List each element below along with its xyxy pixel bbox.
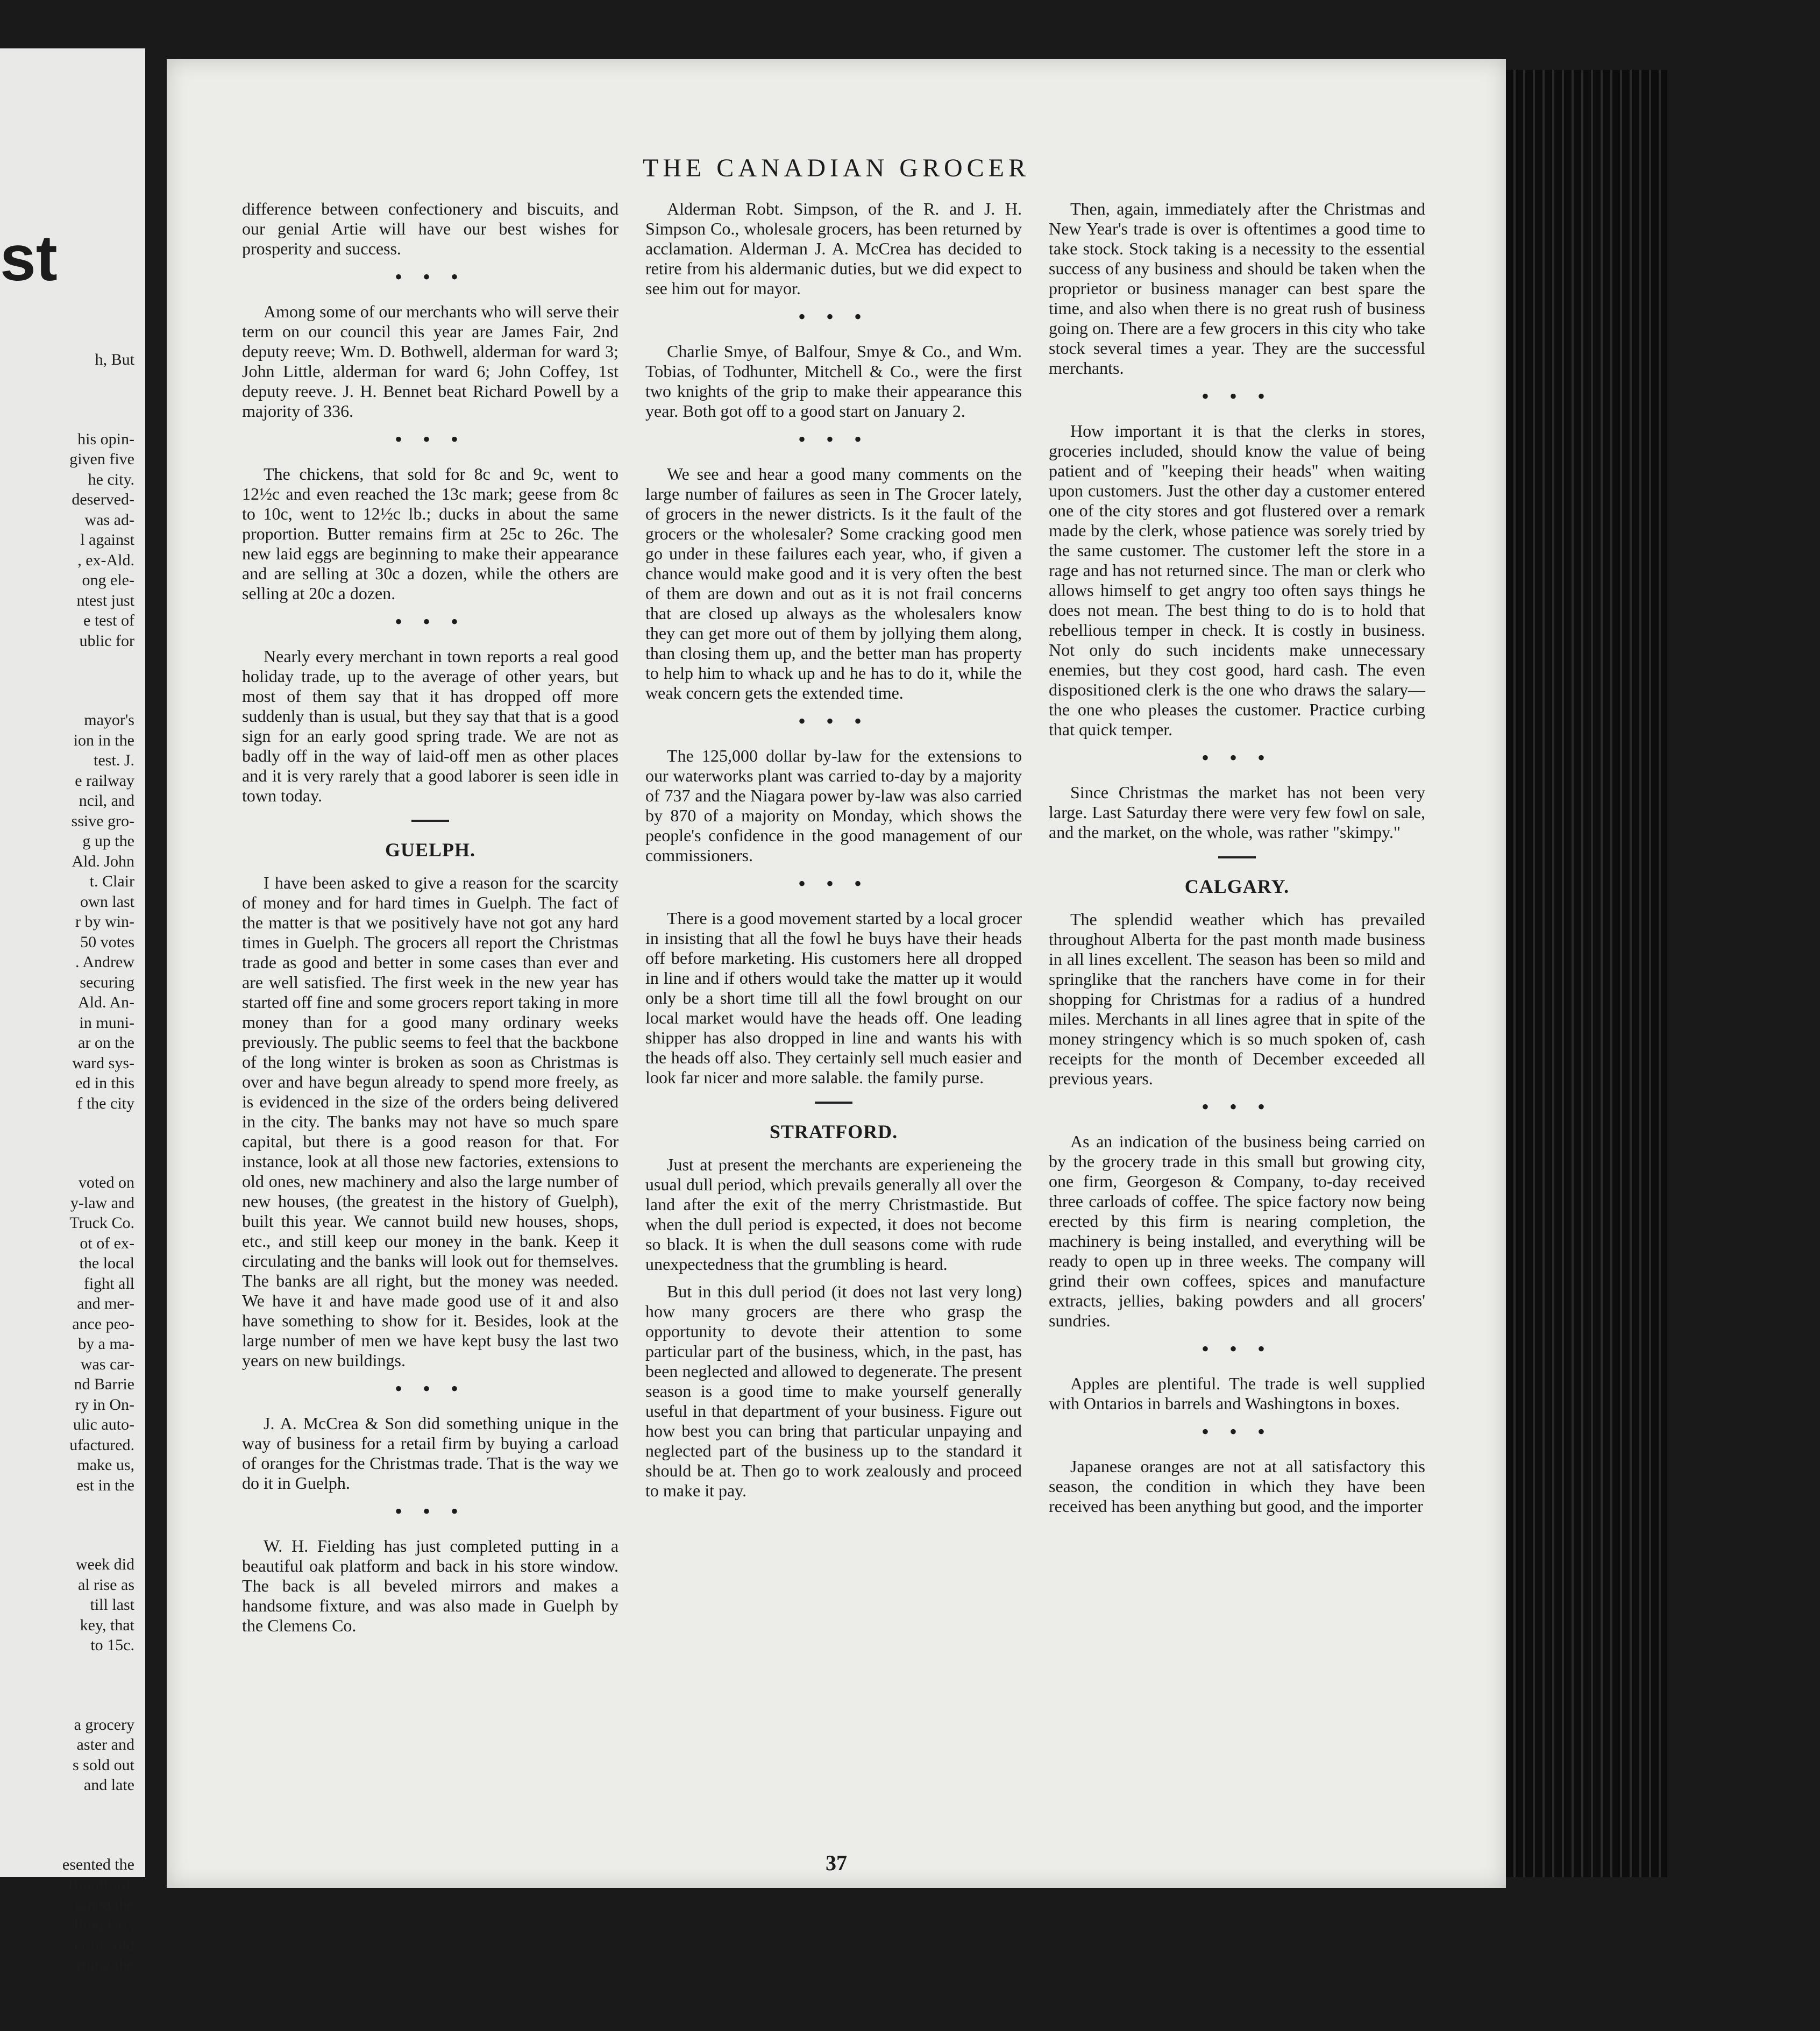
page-number: 37	[826, 1851, 847, 1875]
section-separator: • • •	[798, 304, 869, 329]
text-line-fragment: till last	[90, 1596, 134, 1614]
horizontal-rule	[1218, 856, 1256, 858]
text-line-fragment: mayor's	[84, 711, 134, 729]
text-line-fragment: key, that	[80, 1616, 134, 1634]
paragraph: Apples are plentiful. The trade is well supplied with Ontarios in barrels and Washingtons in boxes.	[1049, 1374, 1425, 1413]
text-line-fragment: he city.	[88, 470, 134, 488]
text-line-fragment: lling Co.,	[74, 1916, 134, 1934]
section-separator: • • •	[1201, 384, 1272, 408]
section-heading: STRATFORD.	[769, 1121, 898, 1142]
headline-fragment: st	[0, 222, 58, 294]
text-line-fragment: a grocery	[74, 1715, 134, 1734]
text-line-fragment: ntest just	[76, 591, 134, 609]
text-line-fragment: was ad-	[84, 510, 134, 529]
paragraph: I have been asked to give a reason for the scarcity of money and for hard times in Guelph. The fact of the matter is that we positively have not got any hard times in Guelph. The grocers all report the Christmas trade as good and better in some cases than ever and are well satisfied. The first week in the new year has started off fine and some grocers report taking in more money than for a good many ordinary weeks previously. The public seems to feel that the backbone of the long winter is broken as soon as Christmas is over and have begun already to spend more freely, as is evidenced in the size of the orders being delivered in the city. The banks may not have so much spare capital, but there is a good reason for that. For instance, look at all those new factories, extensions to old ones, new machinery and also the large number of new houses, (the greatest in the history of Guelph), built this year. We cannot build new houses, shops, etc., and still keep our money in the bank. Keep it circulating and the banks will look out for themselves. The banks are all right, but the money was needed. We have it and have made good use of it and also have something to show for it. Besides, look at the large number of men we have kept busy the last two years on new buildings.	[242, 873, 618, 1370]
section-separator: • • •	[394, 1499, 466, 1523]
section-heading: GUELPH.	[385, 839, 475, 861]
text-line-fragment: ncil, and	[79, 792, 134, 809]
text-line-fragment: ublic for	[79, 631, 134, 650]
section-heading: CALGARY.	[1184, 876, 1290, 897]
paragraph: There is a good movement started by a local grocer in insisting that all the fowl he buys have their heads off before marketing. His customers here all dropped in line and if others would take the matter up it would only be a short time till all the fowl brought on our local market would have the heads off. One leading shipper has also dropped in line and wants his with the heads off also. They certainly sell much easier and look far nicer and more salable. the family purse.	[645, 908, 1022, 1087]
text-line-fragment: voted on	[78, 1174, 134, 1191]
text-line-fragment: by a ma-	[78, 1335, 134, 1353]
text-line-fragment: ion in the	[73, 731, 134, 749]
text-line-fragment: make us,	[77, 1456, 134, 1474]
text-line-fragment: g up the	[82, 832, 134, 850]
text-line-fragment: nd Barrie	[74, 1375, 134, 1393]
left-page-fragment	[0, 48, 145, 1974]
text-line-fragment: s sold out	[72, 1756, 134, 1774]
text-line-fragment: ed in this	[75, 1074, 134, 1092]
text-line-fragment: test. J.	[94, 751, 134, 769]
text-line-fragment: given five	[69, 450, 134, 468]
text-line-fragment: ong ele-	[82, 571, 134, 589]
text-line-fragment: ufactured.	[69, 1436, 134, 1454]
newspaper-page	[167, 59, 1506, 1888]
paragraph: J. A. McCrea & Son did something unique in the way of business for a retail firm by buying a carload of oranges for the Christmas trade. That is the way we do it in Guelph.	[242, 1414, 618, 1493]
text-line-fragment: 50 votes	[80, 933, 134, 951]
section-separator: • • •	[798, 427, 869, 451]
paragraph: We see and hear a good many comments on the large number of failures as seen in The Grocer lately, of grocers in the newer districts. Is it the fault of the grocers or the wholesaler? Some cracking good men go under in these failures each year, who, if given a chance would make good and it is very often the best of them are down and out as it is not frail concerns that are closed up always as the wholesalers know they can get more out of them by jollying them along, than closing them up, and the better man has property to help him to whack up and he has to do it, while the weak concern gets the extended time.	[645, 464, 1022, 702]
section-separator: • • •	[798, 871, 869, 896]
paragraph: The splendid weather which has prevailed throughout Alberta for the past month made business in all lines excellent. The season has been so mild and springlike that the ranchers have come in for their shopping for Christmas for a radius of a hundred miles. Merchants in all lines agree that in spite of the money stringency which is so much spoken of, cash receipts for the month of December exceeded all previous years.	[1049, 910, 1425, 1088]
book-page-edges	[1506, 70, 1667, 1877]
text-line-fragment: f the city	[77, 1094, 134, 1112]
text-line-fragment: h, But	[95, 351, 134, 368]
text-line-fragment: deserved-	[72, 491, 134, 508]
text-line-fragment: . Andrew	[75, 953, 134, 971]
section-separator: • • •	[1201, 1095, 1272, 1119]
paragraph: Japanese oranges are not at all satisfactory this season, the condition in which they have been received has been anything but good, and the importer	[1049, 1457, 1425, 1516]
text-line-fragment: Truck Co.	[69, 1214, 134, 1232]
text-line-fragment: e railway	[75, 771, 134, 790]
section-separator: • • •	[394, 609, 466, 634]
text-line-fragment: al rise as	[78, 1575, 134, 1594]
paragraph: As an indication of the business being carried on by the grocery trade in this small but growing city, one firm, Georgeson & Company, to-day received three carloads of coffee. The spice factory now being erected by this firm is nearing completion, the machinery is being installed, and everything will be ready to open up in three weeks. The company will grind their own coffees, spices and manufacture extracts, jellies, baking powders and all grocers' sundries.	[1049, 1132, 1425, 1330]
text-line-fragment: fight all	[83, 1274, 134, 1293]
text-line-fragment: l against	[80, 531, 134, 549]
text-line-fragment: in muni-	[79, 1013, 134, 1032]
paragraph: Alderman Robt. Simpson, of the R. and J. H. Simpson Co., wholesale grocers, has been returned by acclamation. Alderman J. A. McCrea has decided to retire from his aldermanic duties, but we did expect to see him out for mayor.	[645, 199, 1022, 298]
text-line-fragment: and mer-	[77, 1295, 134, 1312]
text-line-fragment: Ald. An-	[78, 993, 134, 1011]
text-line-fragment: t. Clair	[89, 872, 134, 890]
column-2	[645, 199, 1022, 1508]
text-line-fragment: oined the	[75, 1895, 134, 1914]
horizontal-rule	[411, 820, 449, 822]
text-line-fragment: er his old	[74, 1936, 134, 1954]
paragraph: Since Christmas the market has not been very large. Last Saturday there were very few fowl on sale, and the market, on the whole, was rather "skimpy."	[1049, 783, 1425, 842]
running-head: THE CANADIAN GROCER	[643, 154, 1030, 182]
text-line-fragment: est in the	[76, 1476, 134, 1494]
text-line-fragment: rning the	[76, 1956, 134, 1974]
section-separator: • • •	[394, 1376, 466, 1401]
paragraph: Charlie Smye, of Balfour, Smye & Co., and Wm. Tobias, of Todhunter, Mitchell & Co., were the first two knights of the grip to make their appearance this year. Both got off to a good start on January 2.	[645, 342, 1022, 421]
paragraph: W. H. Fielding has just completed putting in a beautiful oak platform and back in his store window. The back is all beveled mirrors and makes a handsome fixture, and was also made in Guelph by the Clemens Co.	[242, 1536, 618, 1635]
text-line-fragment: y-law and	[70, 1194, 134, 1212]
text-line-fragment: r by win-	[75, 913, 134, 931]
text-line-fragment: Ald. John	[72, 852, 134, 870]
text-line-fragment: esented the	[62, 1855, 134, 1873]
text-line-fragment: ssive gro-	[71, 812, 134, 830]
section-separator: • • •	[394, 265, 466, 289]
section-separator: • • •	[798, 709, 869, 733]
column-3	[1049, 199, 1425, 1524]
text-line-fragment: the local	[79, 1254, 134, 1272]
section-separator: • • •	[394, 427, 466, 451]
text-line-fragment: ry in On-	[75, 1395, 134, 1414]
section-separator: • • •	[1201, 745, 1272, 770]
section-separator: • • •	[1201, 1419, 1272, 1444]
text-line-fragment: week did	[75, 1556, 134, 1573]
text-line-fragment: own last	[80, 892, 134, 911]
paragraph: Among some of our merchants who will serve their term on our council this year are James Fair, 2nd deputy reeve; Wm. D. Bothwell, alderman for ward 3; John Little, alderman for ward 6; John Coffey, 1st deputy reeve. J. H. Bennet beat Richard Powell by a majority of 336.	[242, 302, 618, 421]
text-line-fragment: and late	[83, 1776, 134, 1794]
text-line-fragment: Brantford,	[67, 1876, 134, 1893]
paragraph: Just at present the merchants are experieneing the usual dull period, which prevails generally all over the land after the exit of the merry Christmastide. But when the dull period is expected, it does not become so black. It is when the dull seasons come with rude unexpectedness that the grumbling is heard.	[645, 1155, 1022, 1274]
text-line-fragment: was car-	[80, 1355, 134, 1373]
text-line-fragment: aster and	[76, 1736, 134, 1753]
column-1	[242, 199, 618, 1643]
paragraph: difference between confectionery and biscuits, and our genial Artie will have our best wishes for prosperity and success.	[242, 199, 618, 258]
text-line-fragment: securing	[80, 973, 134, 991]
text-line-fragment: to 15c.	[90, 1636, 134, 1654]
paragraph: The 125,000 dollar by-law for the extensions to our waterworks plant was carried to-day by a majority of 737 and the Niagara power by-law was also carried by 870 of a majority on Monday, which shows the people's confidence in the good management of our commissioners.	[645, 746, 1022, 865]
paragraph: But in this dull period (it does not last very long) how many grocers are there who grasp the opportunity to devote their attention to some particular part of the business, which, in the past, has been neglected and allowed to degenerate. The present season is a good time to make yourself generally useful in that department of your business. Figure out how best you can bring that particular unpaying and neglected part of the business up to the standard it should be at. Then go to work zealously and proceed to make it pay.	[645, 1282, 1022, 1500]
paragraph: The chickens, that sold for 8c and 9c, went to 12½c and even reached the 13c mark; geese from 8c to 10c, went to 12½c lb.; ducks in about the same proportion. Butter remains firm at 25c to 26c. The new laid eggs are beginning to make their appearance and are selling at 30c a dozen, while the others are selling at 20c a dozen.	[242, 464, 618, 603]
paragraph: Then, again, immediately after the Christmas and New Year's trade is over is oftentimes a good time to take stock. Stock taking is a necessity to the essential success of any business and should be taken when the proprietor or business manager can best spare the time, and also when there is no great rush of business going on. There are a few grocers in this city who take stock several times a year. They are the successful merchants.	[1049, 199, 1425, 378]
horizontal-rule	[815, 1102, 852, 1104]
text-line-fragment: ance peo-	[72, 1315, 134, 1333]
section-separator: • • •	[1201, 1337, 1272, 1361]
text-line-fragment: ar on the	[78, 1034, 134, 1052]
paragraph: Nearly every merchant in town reports a real good holiday trade, up to the average of other years, but most of them say that it has dropped off more suddenly than is usual, but they say that that is a good sign for an early good spring trade. We are not as badly off in the way of laid-off men as other places and it is very rarely that a good laborer is seen idle in town today.	[242, 647, 618, 805]
text-line-fragment: ward sys-	[72, 1054, 134, 1072]
text-line-fragment: his opin-	[77, 430, 134, 448]
text-line-fragment: , ex-Ald.	[77, 551, 134, 569]
text-line-fragment: e test of	[83, 612, 134, 629]
text-line-fragment: ot of ex-	[80, 1234, 134, 1252]
paragraph: How important it is that the clerks in stores, groceries included, should know the value of being patient and of "keeping their heads" when waiting upon customers. Just the other day a customer entered one of the city stores and got flustered over a remark made by the clerk, whose patience was sorely tried by the same customer. The customer left the store in a rage and has not returned since. The man or clerk who allows himself to get angry too often says things he does not mean. The best thing to do is to hold that rebellious temper in check. It is costly in business. Not only do such incidents make unnecessary enemies, but they cost good, hard cash. The even dispositioned clerk is the one who draws the salary—the one who pleases the customer. Practice curbing that quick temper.	[1049, 421, 1425, 739]
text-line-fragment: ulic auto-	[73, 1416, 134, 1433]
